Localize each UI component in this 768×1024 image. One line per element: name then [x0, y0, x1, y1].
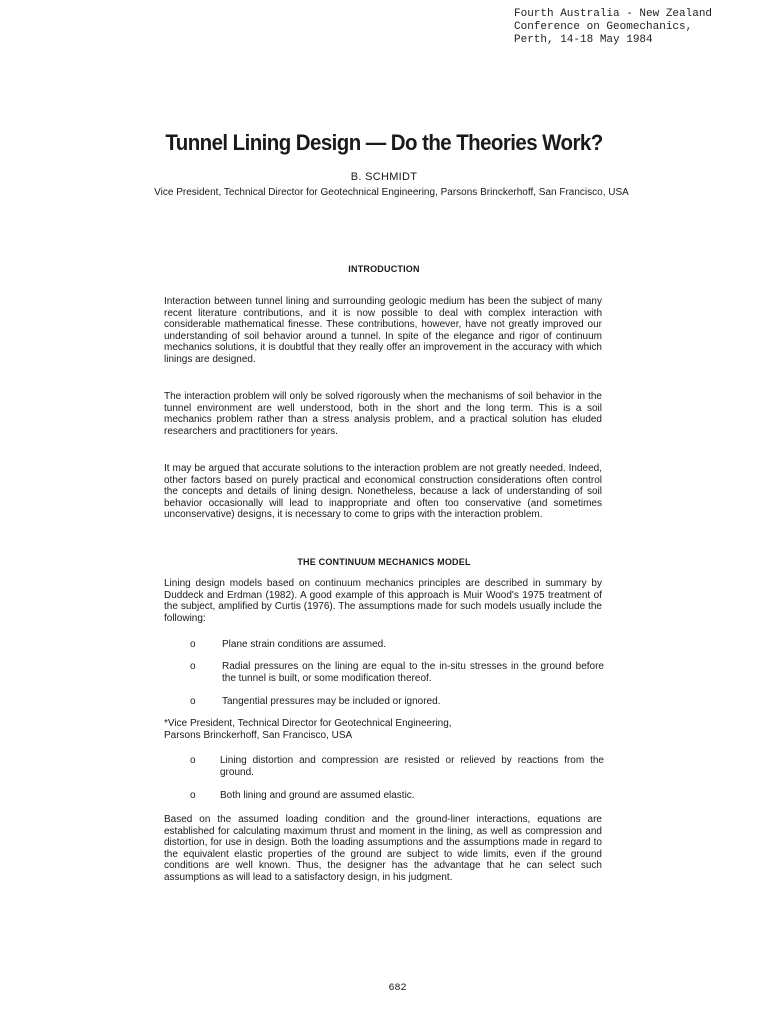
footnote-line: Parsons Brinckerhoff, San Francisco, USA	[164, 729, 353, 741]
bullet-text: Both lining and ground are assumed elastic.	[220, 790, 415, 801]
page-number: 682	[388, 983, 407, 994]
author-footnote	[164, 718, 602, 741]
conference-note-line: Perth, 14-18 May 1984	[514, 34, 653, 46]
bullet-text: Plane strain conditions are assumed.	[222, 639, 386, 650]
footnote-line: *Vice President, Technical Director for Geotechnical Engineering,	[164, 718, 452, 729]
paragraph-intro-3: It may be argued that accurate solutions to the interaction problem are not greatly needed. Indeed, other factors based on purely practical and economical construction considerations often control the concepts and details of lining design. Nonetheless, because a lack of understanding of soil behavior occasionally will lead to inappropriate and often too conservative (and sometimes unconservative) designs, it is necessary to come to grips with the interaction problem.	[164, 463, 602, 520]
paragraph-continuum-2: Based on the assumed loading condition and the ground-liner interactions, equations are established for calculating maximum thrust and moment in the lining, as well as compression and distortion, for use in design. Both the loading assumptions and the assumptions made in regard to the equivalent elastic properties of the ground are subject to wide limits, even if the ground conditions are well known. Thus, the designer has the advantage that he can select such assumptions as will lead to a satisfactory design, in his judgment.	[164, 814, 602, 883]
bullet-marker: o	[190, 790, 196, 801]
conference-note-line: Fourth Australia - New Zealand	[514, 8, 713, 20]
paragraph-continuum-1: Lining design models based on continuum mechanics principles are described in summary by Duddeck and Erdman (1982). A good example of this approach is Muir Wood's 1975 treatment of the subject, amplified by Curtis (1976). The assumptions made for such models usually include the following:	[164, 578, 602, 624]
bullet-marker: o	[190, 661, 196, 672]
bullet-marker: o	[190, 639, 196, 650]
bullet-marker: o	[190, 696, 196, 707]
bullet-text: Lining distortion and compression are resisted or relieved by reactions from the ground.	[220, 755, 604, 778]
paper-title: Tunnel Lining Design — Do the Theories Work?	[165, 130, 603, 155]
section-heading-continuum: THE CONTINUUM MECHANICS MODEL	[297, 557, 471, 567]
conference-note	[514, 8, 712, 47]
paragraph-intro-2: The interaction problem will only be solved rigorously when the mechanisms of soil behavior in the tunnel environment are well understood, both in the short and the long term. This is a soil mechanics problem rather than a stress analysis problem, and a practical solution has eluded researchers and practitioners for years.	[164, 391, 602, 437]
paragraph-intro-1: Interaction between tunnel lining and surrounding geologic medium has been the subject of many recent literature contributions, and it is now possible to deal with complex interaction with considerable mathematical finesse. These contributions, however, have not greatly improved our understanding of soil behavior around a tunnel. In spite of the elegance and rigor of continuum mechanics solutions, it is doubtful that they really offer an improvement in the accuracy with which linings are designed.	[164, 296, 602, 365]
conference-note-line: Conference on Geomechanics,	[514, 21, 693, 33]
author-name: B. SCHMIDT	[350, 171, 418, 183]
author-affiliation: Vice President, Technical Director for Geotechnical Engineering, Parsons Brinckerhoff, San Francisco, USA	[154, 187, 629, 198]
bullet-marker: o	[190, 755, 196, 766]
section-heading-introduction: INTRODUCTION	[348, 264, 420, 274]
bullet-text: Tangential pressures may be included or ignored.	[222, 696, 441, 707]
bullet-text: Radial pressures on the lining are equal to the in-situ stresses in the ground before the tunnel is built, or some modification thereof.	[222, 661, 604, 684]
